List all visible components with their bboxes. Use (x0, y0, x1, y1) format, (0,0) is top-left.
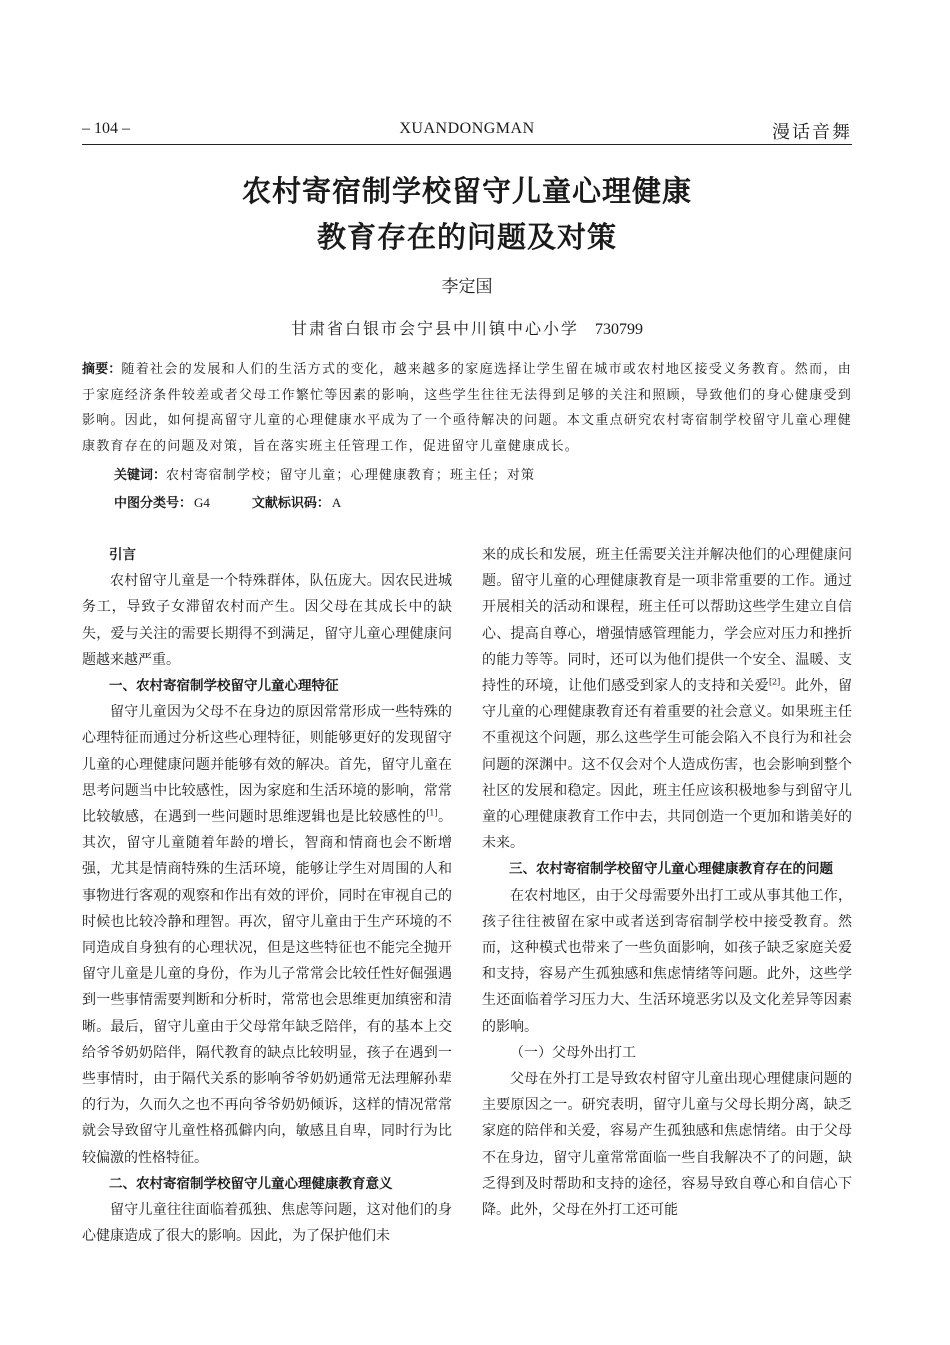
affiliation-zip: 730799 (595, 321, 643, 338)
page-number: – 104 – (82, 120, 130, 137)
clc-label: 中图分类号： (114, 496, 193, 511)
abstract (82, 357, 852, 459)
section-2-paragraph-continued (482, 542, 852, 856)
abstract-text: 随着社会的发展和人们的生活方式的变化，越来越多的家庭选择让学生留在城市或农村地区接受义务教育。然而，由于家庭经济条件较差或者父母工作繁忙等因素的影响，这些学生往往无法得到足够的关注和照顾，导致他们的身心健康受到影响。因此，如何提高留守儿童的心理健康水平成为了一个亟待解决的问题。本文重点研究农村寄宿制学校留守儿童心理健康教育存在的问题及对策，旨在落实班主任管理工作，促进留守儿童健康成长。 (82, 362, 852, 454)
intro-heading: 引言 (109, 547, 136, 563)
intro-paragraph: 农村留守儿童是一个特殊群体，队伍庞大。因农民进城务工，导致子女滞留农村而产生。因父母在其成长中的缺失，爱与关注的需要长期得不到满足，留守儿童心理健康问题越来越严重。 (82, 573, 452, 668)
section-1-heading: 一、农村寄宿制学校留守儿童心理特征 (109, 678, 339, 695)
section-1-text-a: 留守儿童因为父母不在身边的原因常常形成一些特殊的心理特征而通过分析这些心理特征，则能够更好的发现留守儿童的心理健康问题并能够有效的解决。首先，留守儿童在思考问题当中比较感性，因为家庭和生活环境的影响，常常比较敏感，在遇到一些问题时思维逻辑也是比较感性的 (82, 704, 452, 826)
keywords (114, 464, 535, 483)
affiliation (82, 316, 852, 339)
citation-1: [1] (426, 808, 438, 818)
keywords-text: 农村寄宿制学校；留守儿童；心理健康教育；班主任；对策 (166, 468, 536, 483)
article-title (82, 168, 852, 260)
section-2-text-b: 。此外，留守儿童的心理健康教育还有着重要的社会意义。如果班主任不重视这个问题，那么这些学生可能会陷入不良行为和社会问题的深渊中。这不仅会对个人造成伤害，也会影响到整个社区的发展和稳定。因此，班主任应该积极地参与到留守儿童的心理健康教育工作中去，共同创造一个更加和谐美好的未来。 (482, 678, 853, 852)
title-line-1: 农村寄宿制学校留守儿童心理健康 (241, 174, 692, 208)
classification (114, 492, 341, 511)
author-name: 李定国 (441, 277, 493, 297)
clc-value: G4 (194, 495, 210, 510)
journal-name: XUANDONGMAN (399, 120, 535, 137)
subsection-1-heading: （一）父母外出打工 (510, 1044, 636, 1061)
section-1-text-b: 。其次，留守儿童随着年龄的增长，智商和情商也会不断增强，尤其是情商特殊的生活环境，能够让学生对周围的人和事物进行客观的观察和作出有效的评价，同时在审视自己的时候也比较冷静和理智。再次，留守儿童由于生产环境的不同造成自身独有的心理状况，但是这些特征也不能完全抛开留守儿童是儿童的身份，作为儿子常常会比较任性好倔强遇到一些事情需要判断和分析时，常常也会思维更加缜密和清晰。最后，留守儿童由于父母常年缺乏陪伴，有的基本上交给爷爷奶奶陪伴，隔代教育的缺点比较明显，孩子在遇到一些事情时，由于隔代关系的影响爷爷奶奶通常无法理解孙辈的行为，久而久之也不再向爷爷奶奶倾诉，这样的情况常常就会导致留守儿童性格孤僻内向，敏感且自卑，同时行为比较偏激的性格特征。 (82, 809, 453, 1166)
section-2-heading: 二、农村寄宿制学校留守儿童心理健康教育意义 (109, 1175, 393, 1192)
right-column (482, 542, 852, 1223)
section-3-heading: 三、农村寄宿制学校留守儿童心理健康教育存在的问题 (509, 861, 833, 878)
section-2-paragraph: 留守儿童往往面临着孤独、焦虑等问题，这对他们的身心健康造成了很大的影响。因此，为了保护他们未 (82, 1202, 452, 1245)
section-3-paragraph: 在农村地区，由于父母需要外出打工或从事其他工作，孩子往往被留在家中或者送到寄宿制学校中接受教育。然而，这种模式也带来了一些负面影响，如孩子缺乏家庭关爱和支持，容易产生孤独感和焦虑情绪等问题。此外，这些学生还面临着学习压力大、生活环境恶劣以及文化差异等因素的影响。 (482, 887, 852, 1035)
subsection-1-paragraph: 父母在外打工是导致农村留守儿童出现心理健康问题的主要原因之一。研究表明，留守儿童与父母长期分离，缺乏家庭的陪伴和关爱，容易产生孤独感和焦虑情绪。由于父母不在身边，留守儿童常常面临一些自我解决不了的问题，缺乏得到及时帮助和支持的途径，容易导致自尊心和自信心下降。此外，父母在外打工还可能 (482, 1071, 852, 1219)
section-1-paragraph (82, 699, 452, 1171)
running-header (82, 116, 852, 145)
abstract-label: 摘要： (82, 362, 122, 377)
left-column (82, 542, 452, 1249)
doc-code-value: A (331, 495, 342, 510)
keywords-label: 关键词： (114, 468, 167, 483)
citation-2: [2] (768, 677, 781, 687)
doc-code-label: 文献标识码： (251, 496, 330, 511)
title-line-2: 教育存在的问题及对策 (316, 220, 617, 254)
section-name: 漫话音舞 (772, 122, 852, 142)
affiliation-org: 甘肃省白银市会宁县中川镇中心小学 (290, 319, 579, 338)
section-2-text-a: 来的成长和发展，班主任需要关注并解决他们的心理健康问题。留守儿童的心理健康教育是一项非常重要的工作。通过开展相关的活动和课程，班主任可以帮助这些学生建立自信心、提高自尊心，增强情感管理能力，学会应对压力和挫折的能力等等。同时，还可以为他们提供一个安全、温暖、支持性的环境，让他们感受到家人的支持和关爱 (482, 547, 852, 695)
